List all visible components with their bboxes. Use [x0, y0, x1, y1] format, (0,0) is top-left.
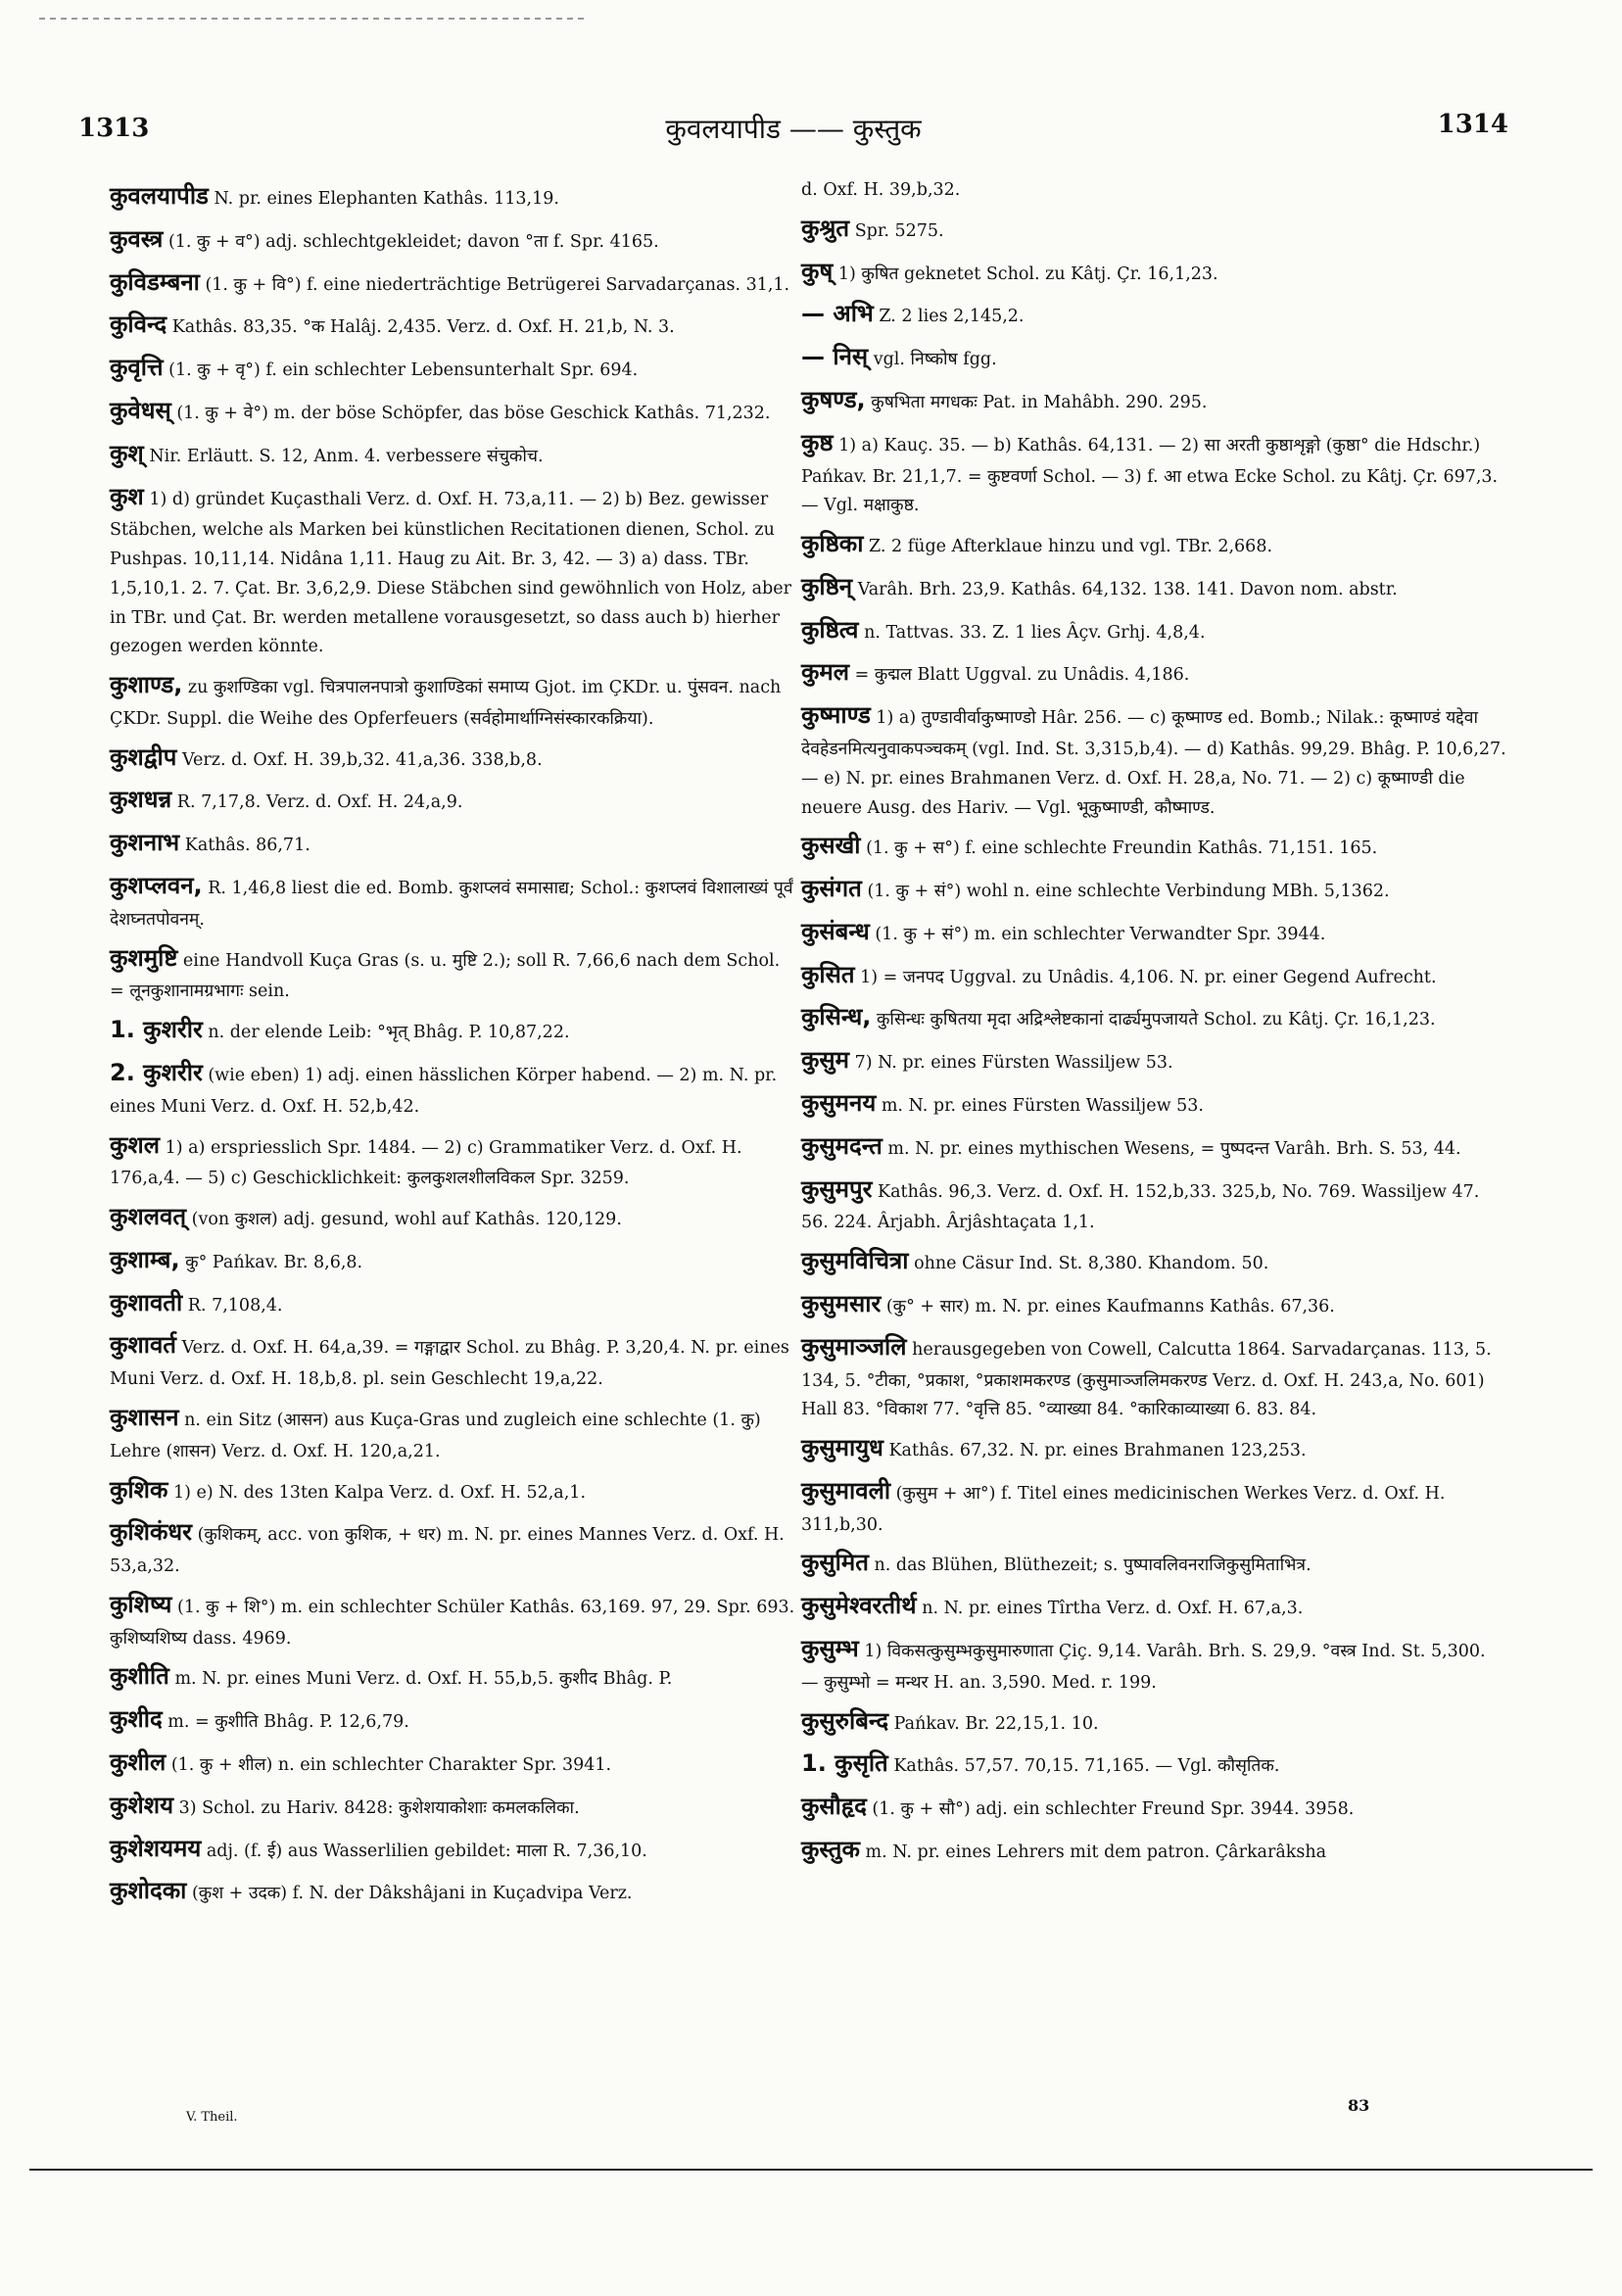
entry-text: R. 1,46,8 liest die ed. Bomb. कुशप्लवं समासाद्य; Schol.: कुशप्लवं विशालाख्यं पूर्वं देशघ्नतपोवनम्.: [110, 879, 793, 930]
entry-text: (1. कु + शील) n. ein schlechter Charakter Spr. 3941.: [170, 1755, 612, 1776]
dictionary-entry: [110, 1512, 795, 1582]
dictionary-entry: [110, 1829, 795, 1869]
entry-text: Nir. Erläutt. S. 12, Anm. 4. verbessere संचुकोच.: [149, 446, 544, 466]
entry-headword: कुशधन्न: [110, 786, 172, 814]
dictionary-entry: [110, 665, 795, 735]
entry-headword: कुशिष्य: [110, 1590, 172, 1618]
dictionary-entry: [110, 866, 795, 935]
entry-headword: कुष्ठ: [801, 428, 834, 456]
entry-headword: कुशद्वीप: [110, 742, 177, 771]
entry-text: Verz. d. Oxf. H. 64,a,39. = गङ्गाद्वार Schol. zu Bhâg. P. 3,20,4. N. pr. eines Muni Verz. d. Oxf. H. 18,b,8. pl. sein Geschlecht 19,a,22.: [110, 1338, 789, 1390]
entry-headword: कुवस्त्र: [110, 224, 164, 253]
dictionary-entry: [801, 1126, 1506, 1167]
dictionary-entry: [110, 1398, 795, 1467]
entry-headword: कुशावर्त: [110, 1331, 176, 1360]
dictionary-entry: [801, 252, 1506, 292]
entry-text: 1) a) erspriesslich Spr. 1484. — 2) c) Grammatiker Verz. d. Oxf. H. 176,a,4. — 5) c) Geschicklichkeit: कुलकुशलशीलविकल Spr. 3259.: [110, 1137, 742, 1189]
dictionary-entry: [110, 1053, 795, 1123]
entry-text: d. Oxf. H. 39,b,32.: [801, 180, 961, 200]
dictionary-entry: [110, 1240, 795, 1280]
right-column: [801, 176, 1506, 1873]
dictionary-entry: [110, 738, 795, 778]
dictionary-entry: [110, 348, 795, 388]
folio-number: 83: [1348, 2096, 1370, 2115]
entry-text: vgl. निष्कोष fgg.: [873, 350, 997, 370]
entry-text: (1. कु + वृ°) f. ein schlechter Lebensunterhalt Spr. 694.: [168, 360, 639, 381]
running-title: कुवलयापीड —— कुस्तुक: [665, 113, 922, 145]
entry-headword: कुशोदका: [110, 1877, 187, 1905]
dictionary-entry: [801, 1241, 1506, 1281]
entry-text: R. 7,108,4.: [187, 1295, 283, 1315]
entry-headword: कुसुमनय: [801, 1089, 877, 1118]
dictionary-entry: [110, 1470, 795, 1510]
dictionary-entry: [110, 477, 795, 663]
entry-headword: 2. कुशरीर: [110, 1058, 203, 1086]
dictionary-entry: [110, 938, 795, 1008]
entry-headword: कुशावती: [110, 1288, 183, 1316]
dictionary-entry: [110, 1010, 795, 1050]
entry-headword: कुषण्ड,: [801, 385, 866, 413]
entry-text: (1. कु + व°) adj. schlechtgekleidet; davon °ता f. Spr. 4165.: [167, 231, 659, 252]
entry-text: = कुद्मल Blatt Uggval. zu Unâdis. 4,186.: [854, 665, 1190, 686]
dictionary-entry: [801, 1543, 1506, 1583]
entry-headword: कुशिक: [110, 1475, 168, 1504]
entry-headword: कुविडम्बना: [110, 267, 200, 296]
entry-headword: 1. कुशरीर: [110, 1016, 203, 1044]
entry-text: R. 7,17,8. Verz. d. Oxf. H. 24,a,9.: [176, 792, 463, 813]
entry-headword: कुशाण्ड,: [110, 671, 183, 699]
dictionary-entry: [801, 209, 1506, 249]
signature-mark: V. Theil.: [186, 2110, 238, 2125]
entry-headword: कुशमुष्टि: [110, 943, 178, 972]
entry-headword: कुश: [110, 482, 144, 510]
dictionary-entry: [801, 1428, 1506, 1468]
entry-text: 1) a) तुण्डावीर्वाकुष्माण्डो Hâr. 256. — c) कूष्माण्ड ed. Bomb.; Nilak.: कूष्माण्डं यद्देवा देवहेडनमित्यनुवाकपञ्चकम् (vgl. Ind. St. 3,315,b,4). — d) Kathâs. 99,29. Bhâg. P. 10,6,27. — e) N. pr. eines Brahmanen Verz. d. Oxf. H. 28,a, No. 71. — 2) c) कूष्माण्डी die neuere Ausg. des Hariv. — Vgl. भूकुष्माण्डी, कौष्माण्ड.: [801, 708, 1506, 818]
dictionary-entry: [110, 1786, 795, 1826]
entry-headword: कुसुम: [801, 1046, 850, 1075]
entry-headword: कुष्ठिन्: [801, 572, 853, 600]
dictionary-entry: [801, 1701, 1506, 1742]
dictionary-entry: [801, 1787, 1506, 1827]
entry-text: n. N. pr. eines Tîrtha Verz. d. Oxf. H. 67,a,3.: [922, 1599, 1304, 1619]
dictionary-entry: [801, 1284, 1506, 1324]
entry-text: कुसिन्धः कुषितया मृदा अद्रिश्लेष्टकानां दार्ढ्यमुपजायते Schol. zu Kâtj. Çr. 16,1,23.: [876, 1010, 1436, 1030]
entry-text: (1. कु + सं°) m. ein schlechter Verwandter Spr. 3944.: [875, 924, 1326, 944]
dictionary-entry: [801, 567, 1506, 607]
entry-text: Z. 2 füge Afterklaue hinzu und vgl. TBr. 2,668.: [869, 537, 1273, 557]
dictionary-entry: [801, 1471, 1506, 1541]
entry-text: (कुश + उदक) f. N. der Dâkshâjani in Kuçadvipa Verz.: [191, 1884, 633, 1904]
entry-headword: कुसुमावली: [801, 1476, 891, 1505]
dictionary-entry: [801, 1083, 1506, 1124]
entry-text: Kathâs. 67,32. N. pr. eines Brahmanen 123,253.: [888, 1441, 1307, 1461]
entry-headword: कुशीति: [110, 1662, 169, 1691]
dictionary-entry: [801, 912, 1506, 952]
entry-headword: कुसुमायुध: [801, 1434, 883, 1462]
entry-headword: कुस्तुक: [801, 1835, 860, 1863]
entry-text: (कु° + सार) m. N. pr. eines Kaufmanns Kathâs. 67,36.: [885, 1296, 1335, 1316]
entry-text: m. N. pr. eines mythischen Wesens, = पुष्पदन्त Varâh. Brh. S. 53, 44.: [887, 1138, 1461, 1159]
entry-text: (von कुशल) adj. gesund, wohl auf Kathâs. 120,129.: [191, 1210, 622, 1230]
entry-headword: कुशीद: [110, 1705, 163, 1734]
entry-text: (1. कु + वे°) m. der böse Schöpfer, das böse Geschick Kathâs. 71,232.: [176, 403, 771, 423]
dictionary-entry: [110, 434, 795, 474]
entry-text: Kathâs. 96,3. Verz. d. Oxf. H. 152,b,33. 325,b, No. 769. Wassiljew 47. 56. 224. Ârjabh. Ârjâshtaçata 1,1.: [801, 1181, 1480, 1233]
bottom-rule: [29, 2169, 1593, 2171]
entry-text: 1) d) gründet Kuçasthali Verz. d. Oxf. H. 73,a,11. — 2) b) Bez. gewisser Stäbchen, welche als Marken bei künstlichen Recitationen dienen, Schol. zu Pushpas. 10,11,14. Nidâna 1,11. Haug zu Ait. Br. 3, 42. — 3) a) dass. TBr. 1,5,10,1. 2. 7. Çat. Br. 3,6,2,9. Diese Stäbchen sind gewöhnlich von Holz, aber in TBr. und Çat. Br. werden metallene vorausgesetzt, so dass auch b) hierher gezogen werden könnte.: [110, 489, 791, 657]
entry-text: adj. (f. ई) aus Wasserlilien gebildet: माला R. 7,36,10.: [206, 1841, 647, 1861]
entry-text: zu कुशण्डिका vgl. चित्रपालनपात्रो कुशाण्डिकां समाप्य Gjot. im ÇKDr. u. पुंसवन. nach ÇKDr. Suppl. die Weihe des Opferfeuers (सर्वहोमार्थाग्निसंस्कारकक्रिया).: [110, 678, 782, 729]
dictionary-entry: [801, 294, 1506, 334]
dictionary-entry: [110, 305, 795, 345]
entry-text: कु° Pańkav. Br. 8,6,8.: [185, 1252, 363, 1272]
entry-headword: कुसुमविचित्रा: [801, 1247, 909, 1275]
entry-headword: कुशेशय: [110, 1791, 173, 1819]
dictionary-entry: [801, 1629, 1506, 1698]
entry-headword: कुष्माण्ड: [801, 701, 871, 730]
entry-text: (wie eben) 1) adj. einen hässlichen Körper habend. — 2) m. N. pr. eines Muni Verz. d. Oxf. H. 52,b,42.: [110, 1065, 778, 1117]
entry-text: (1. कु + सौ°) adj. ein schlechter Freund Spr. 3944. 3958.: [872, 1799, 1355, 1820]
dictionary-entry: [110, 1871, 795, 1911]
entry-headword: 1. कुसृति: [801, 1749, 888, 1778]
entry-text: 1) विकसत्कुसुम्भकुसुमारुणाता Çiç. 9,14. Varâh. Brh. S. 29,9. °वस्त्र Ind. St. 5,300. — कुसुम्भो = मन्थर H. an. 3,590. Med. r. 199.: [801, 1642, 1486, 1693]
entry-headword: कुश्रुत: [801, 214, 850, 242]
entry-text: Kathâs. 86,71.: [184, 836, 310, 856]
dictionary-entry: [110, 1743, 795, 1783]
entry-headword: कुसौहृद: [801, 1793, 867, 1821]
entry-headword: कुशासन: [110, 1403, 179, 1431]
entry-headword: कुशल: [110, 1130, 161, 1159]
entry-text: 1) कुषित geknetet Schol. zu Kâtj. Çr. 16,1,23.: [837, 263, 1218, 284]
entry-headword: कुष्: [801, 257, 834, 285]
entry-text: 3) Schol. zu Hariv. 8428: कुशेशयाकोशाः कमलकलिका.: [178, 1797, 580, 1818]
entry-text: m. N. pr. eines Fürsten Wassiljew 53.: [881, 1096, 1204, 1117]
entry-text: eine Handvoll Kuça Gras (s. u. मुष्टि 2.); soll R. 7,66,6 nach dem Schol. = लूनकुशानामग्रभागः sein.: [110, 950, 781, 1002]
entry-headword: कुसुमपुर: [801, 1174, 873, 1203]
dictionary-entry: [801, 652, 1506, 693]
entry-headword: कुसंगत: [801, 875, 862, 903]
entry-headword: — अभि: [801, 300, 874, 328]
entry-headword: कुसुमित: [801, 1549, 869, 1577]
entry-text: m. N. pr. eines Muni Verz. d. Oxf. H. 55,b,5. कुशीद Bhâg. P.: [174, 1669, 673, 1690]
entry-text: (कुशिकम्, acc. von कुशिक, + धर) m. N. pr. eines Mannes Verz. d. Oxf. H. 53,a,32.: [110, 1525, 785, 1577]
dictionary-entry: [110, 1197, 795, 1237]
entry-text: (1. कु + शि°) m. ein schlechter Schüler Kathâs. 63,169. 97, 29. Spr. 693. कुशिष्यशिष्य dass. 4969.: [110, 1597, 795, 1649]
dictionary-entry: [801, 826, 1506, 866]
entry-text: n. Tattvas. 33. Z. 1 lies Âçv. Grhj. 4,8,4.: [864, 622, 1206, 643]
left-column: [110, 176, 795, 1914]
dictionary-entry: [801, 869, 1506, 909]
dictionary-entry: [801, 380, 1506, 420]
entry-text: N. pr. eines Elephanten Kathâs. 113,19.: [214, 189, 559, 209]
dictionary-entry: [110, 1325, 795, 1395]
entry-text: 7) N. pr. eines Fürsten Wassiljew 53.: [854, 1053, 1173, 1074]
entry-text: (1. कु + स°) f. eine schlechte Freundin Kathâs. 71,151. 165.: [866, 838, 1378, 859]
entry-text: (कुसुम + आ°) f. Titel eines medicinischen Werkes Verz. d. Oxf. H. 311,b,30.: [801, 1483, 1446, 1535]
entry-text: 1) e) N. des 13ten Kalpa Verz. d. Oxf. H. 52,a,1.: [172, 1482, 587, 1503]
entry-text: 1) a) Kauç. 35. — b) Kathâs. 64,131. — 2) सा अरती कुष्ठाशृङ्गो (कुष्ठा° die Hdschr.) Pańkav. Br. 21,1,7. = कुष्टवर्णा Schol. — 3) f. आ etwa Ecke Schol. zu Kâtj. Çr. 697,3. — Vgl. मक्षाकुष्ठ.: [801, 435, 1499, 516]
dictionary-entry: [801, 1170, 1506, 1239]
dictionary-entry: [801, 610, 1506, 650]
entry-headword: कुशनाभ: [110, 829, 180, 857]
entry-headword: कुशेशयमय: [110, 1834, 202, 1862]
page-number-left: 1313: [78, 114, 150, 143]
entry-headword: कुसुम्भ: [801, 1635, 859, 1663]
entry-headword: कुमल: [801, 658, 850, 687]
entry-text: m. = कुशीति Bhâg. P. 12,6,79.: [167, 1712, 409, 1733]
dictionary-entry: [801, 176, 1506, 206]
dictionary-entry: [110, 1699, 795, 1740]
dictionary-entry: [110, 1656, 795, 1697]
entry-text: Verz. d. Oxf. H. 39,b,32. 41,a,36. 338,b,8.: [181, 749, 543, 770]
entry-headword: कुविन्द: [110, 311, 167, 339]
page-header: [78, 110, 1508, 149]
entry-text: herausgegeben von Cowell, Calcutta 1864. Sarvadarçanas. 113, 5. 134, 5. °टीका, °प्रकाश, °प्रकाशमकरण्ड (कुसुमाञ्जलिमकरण्ड Verz. d. Oxf. H. 243,a, No. 601) Hall 83. °विकाश 77. °वृत्ति 85. °व्याख्या 84. °कारिकाव्याख्या 6. 83. 84.: [801, 1339, 1492, 1420]
dictionary-entry: [110, 219, 795, 260]
entry-text: ohne Cäsur Ind. St. 8,380. Khandom. 50.: [914, 1254, 1269, 1274]
entry-headword: कुसुमेश्वरतीर्थ: [801, 1592, 917, 1620]
entry-text: n. das Blühen, Blüthezeit; s. पुष्पावलिवनराजिकुसुमिताभित्र.: [874, 1555, 1312, 1576]
entry-headword: कुसिन्ध,: [801, 1003, 872, 1031]
dictionary-entry: [801, 1327, 1506, 1425]
dictionary-entry: [801, 1830, 1506, 1870]
dictionary-entry: [110, 780, 795, 820]
dictionary-entry: [110, 176, 795, 216]
entry-headword: कुसंबन्ध: [801, 917, 870, 945]
entry-text: Z. 2 lies 2,145,2.: [879, 307, 1025, 327]
entry-text: Varâh. Brh. 23,9. Kathâs. 64,132. 138. 141. Davon nom. abstr.: [857, 579, 1398, 599]
entry-headword: कुसुरुबिन्द: [801, 1706, 889, 1735]
dictionary-entry: [801, 337, 1506, 377]
entry-headword: कुष्ठिका: [801, 530, 864, 558]
entry-text: n. ein Sitz (आसन) aus Kuça-Gras und zugleich eine schlechte (1. कु) Lehre (शासन) Verz. d. Oxf. H. 120,a,21.: [110, 1410, 761, 1461]
entry-text: Kathâs. 83,35. °क Halâj. 2,435. Verz. d. Oxf. H. 21,b, N. 3.: [171, 317, 675, 338]
entry-headword: कुसुमसार: [801, 1289, 882, 1317]
entry-headword: कुशाम्ब,: [110, 1245, 180, 1273]
entry-headword: कुवलयापीड: [110, 182, 209, 210]
dictionary-entry: [110, 263, 795, 303]
entry-headword: कुष्ठित्व: [801, 615, 859, 644]
entry-headword: कुवृत्ति: [110, 354, 164, 382]
entry-headword: कुशील: [110, 1748, 167, 1777]
entry-text: Spr. 5275.: [854, 220, 944, 241]
page-number-right: 1314: [1437, 110, 1508, 139]
dictionary-entry: [110, 1283, 795, 1323]
entry-text: n. der elende Leib: °भृत् Bhâg. P. 10,87,22.: [208, 1023, 570, 1043]
dictionary-entry: [110, 1585, 795, 1654]
dictionary-entry: [801, 1586, 1506, 1626]
entry-headword: कुशप्लवन,: [110, 872, 203, 900]
entry-text: Pańkav. Br. 22,15,1. 10.: [893, 1713, 1099, 1734]
dictionary-entry: [801, 524, 1506, 564]
dictionary-entry: [801, 695, 1506, 823]
entry-text: 1) = जनपद Uggval. zu Unâdis. 4,106. N. pr. einer Gegend Aufrecht.: [860, 967, 1437, 987]
top-rule: [39, 18, 588, 20]
entry-headword: कुसखी: [801, 832, 861, 860]
entry-headword: कुसुमदन्त: [801, 1131, 883, 1160]
entry-headword: कुवेधस्: [110, 396, 171, 424]
entry-text: Kathâs. 57,57. 70,15. 71,165. — Vgl. कौसृतिक.: [893, 1756, 1280, 1777]
entry-text: (1. कु + वि°) f. eine niederträchtige Betrügerei Sarvadarçanas. 31,1.: [205, 274, 790, 295]
entry-text: कुषभिता मगधकः Pat. in Mahâbh. 290. 295.: [871, 392, 1208, 412]
dictionary-entry: [801, 955, 1506, 995]
entry-headword: कुश्: [110, 439, 144, 467]
dictionary-entry: [801, 423, 1506, 521]
dictionary-entry: [110, 391, 795, 431]
dictionary-entry: [801, 1744, 1506, 1784]
dictionary-entry: [801, 997, 1506, 1037]
entry-headword: कुसित: [801, 960, 855, 988]
entry-text: (1. कु + सं°) wohl n. eine schlechte Verbindung MBh. 5,1362.: [867, 882, 1390, 902]
entry-headword: कुशलवत्: [110, 1203, 187, 1231]
entry-headword: — निस्: [801, 343, 869, 371]
dictionary-entry: [110, 823, 795, 863]
entry-headword: कुशिकंधर: [110, 1518, 192, 1547]
entry-headword: कुसुमाञ्जलि: [801, 1332, 907, 1361]
dictionary-entry: [801, 1040, 1506, 1080]
entry-text: m. N. pr. eines Lehrers mit dem patron. Çârkarâksha: [865, 1842, 1327, 1862]
dictionary-entry: [110, 1125, 795, 1195]
